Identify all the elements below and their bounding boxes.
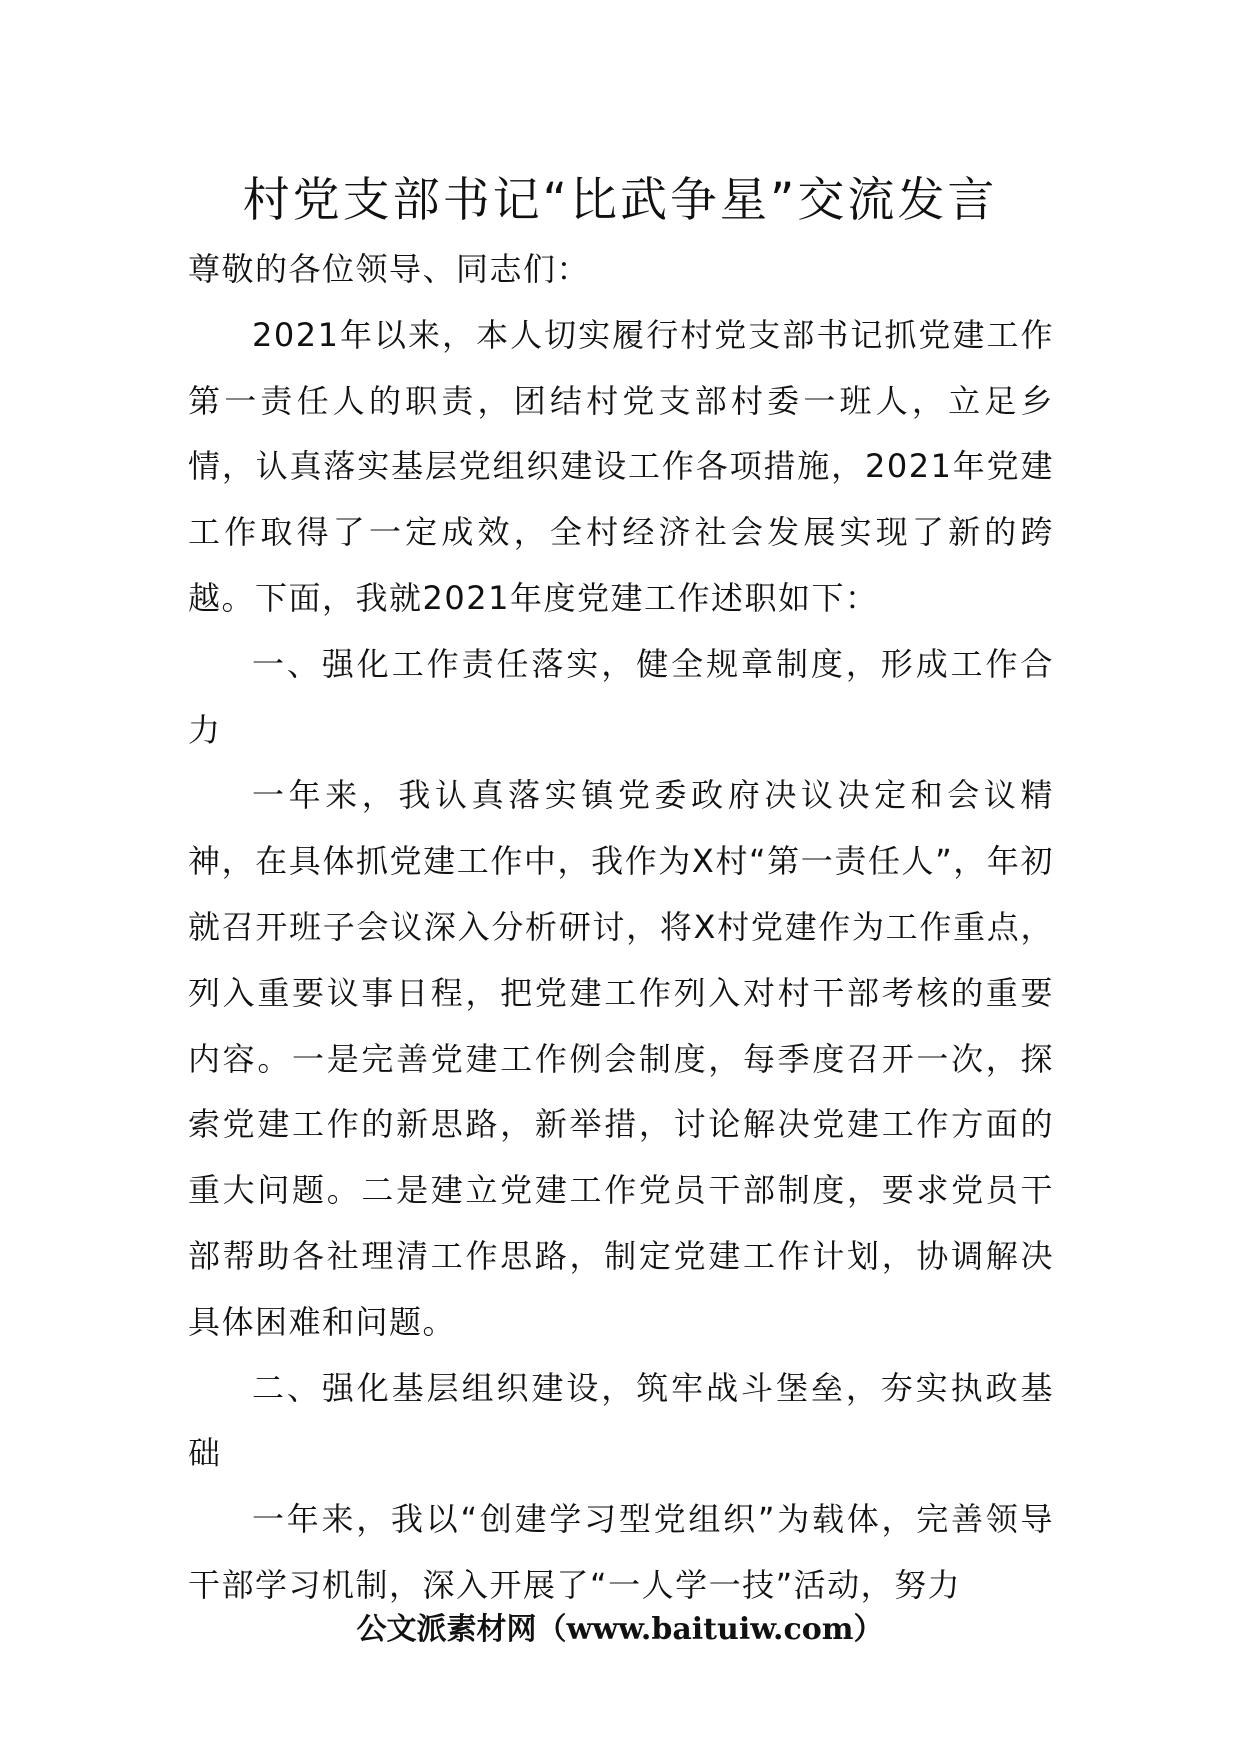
paragraph-section-2: 一年来，我以“创建学习型党组织”为载体，完善领导干部学习机制，深入开展了“一人学一技”活动，努力 [188, 1500, 1054, 1604]
document-title: 村党支部书记“比武争星”交流发言 [242, 173, 998, 228]
section-heading-1: 一、强化工作责任落实，健全规章制度，形成工作合力 [188, 644, 1054, 749]
salutation: 尊敬的各位领导、同志们： [188, 250, 591, 288]
paragraph-intro: 2021年以来，本人切实履行村党支部书记抓党建工作第一责任人的职责，团结村党支部村委一班人，立足乡情，认真落实基层党组织建设工作各项措施，2021年党建工作取得了一定成效，全村经济社会发展实现了新的跨越。下面，我就2021年度党建工作述职如下： [188, 315, 1054, 617]
paragraph-section-1: 一年来，我认真落实镇党委政府决议决定和会议精神，在具体抓党建工作中，我作为X村“第一责任人”，年初就召开班子会议深入分析研讨，将X村党建作为工作重点，列入重要议事日程，把党建工作列入对村干部考核的重要内容。一是完善党建工作例会制度，每季度召开一次，探索党建工作的新思路，新举措，讨论解决党建工作方面的重大问题。二是建立党建工作党员干部制度，要求党员干部帮助各社理清工作思路，制定党建工作计划，协调解决具体困难和问题。 [188, 776, 1054, 1341]
footer-source-text: 公文派素材网（www.baituiw.com） [356, 1612, 884, 1647]
section-heading-2: 二、强化基层组织建设，筑牢战斗堡垒，夯实执政基础 [188, 1368, 1054, 1473]
document-body [188, 237, 1054, 1619]
